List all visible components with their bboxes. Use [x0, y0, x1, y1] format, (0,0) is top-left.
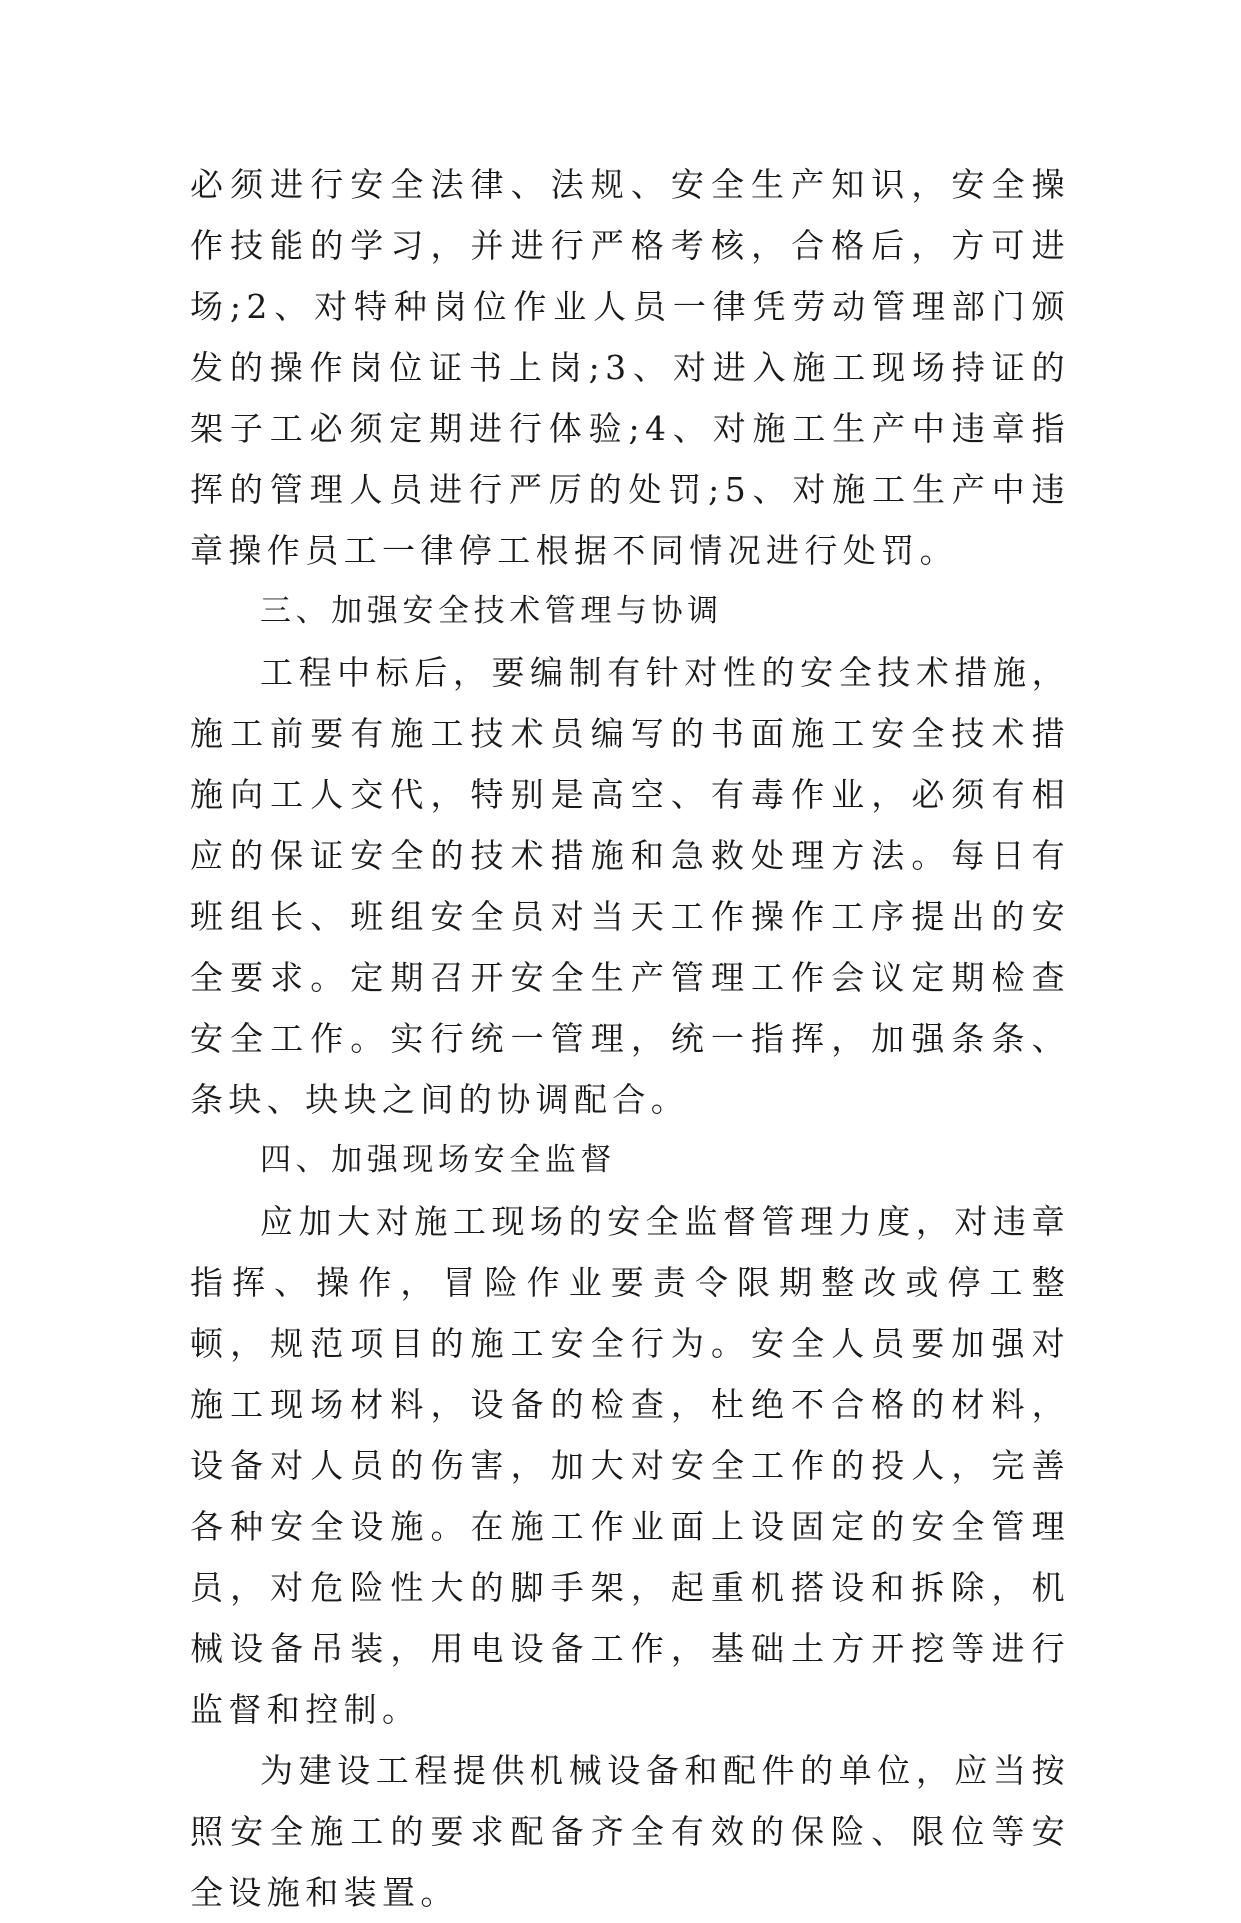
section-heading: 四、加强现场安全监督 [260, 1142, 616, 1178]
body-paragraph: 应加大对施工现场的安全监督管理力度，对违章指挥、操作，冒险作业要责令限期整改或停工整顿，规范项目的施工安全行为。安全人员要加强对施工现场材料，设备的检查，杜绝不合格的材料，设备对人员的伤害，加大对安全工作的投人，完善各种安全设施。在施工作业面上设固定的安全管理员，对危险性大的脚手架，起重机搭设和拆除，机械设备吊装，用电设备工作，基础土方开挖等进行监督和控制。 [190, 1202, 1070, 1729]
body-paragraph: 必须进行安全法律、法规、安全生产知识，安全操作技能的学习，并进行严格考核，合格后，方可进场;2、对特种岗位作业人员一律凭劳动管理部门颁发的操作岗位证书上岗;3、对进入施工现场持证的架子工必须定期进行体验;4、对施工生产中违章指挥的管理人员进行严厉的处罚;5、对施工生产中违章操作员工一律停工根据不同情况进行处罚。 [190, 165, 1070, 570]
section-heading: 三、加强安全技术管理与协调 [260, 593, 723, 629]
body-paragraph: 工程中标后，要编制有针对性的安全技术措施，施工前要有施工技术员编写的书面施工安全技术措施向工人交代，特别是高空、有毒作业，必须有相应的保证安全的技术措施和急救处理方法。每日有班组长、班组安全员对当天工作操作工序提出的安全要求。定期召开安全生产管理工作会议定期检查安全工作。实行统一管理，统一指挥，加强条条、条块、块块之间的协调配合。 [190, 653, 1070, 1119]
document-page [190, 154, 1070, 1923]
body-paragraph: 为建设工程提供机械设备和配件的单位，应当按照安全施工的要求配备齐全有效的保险、限位等安全设施和装置。 [190, 1751, 1070, 1912]
